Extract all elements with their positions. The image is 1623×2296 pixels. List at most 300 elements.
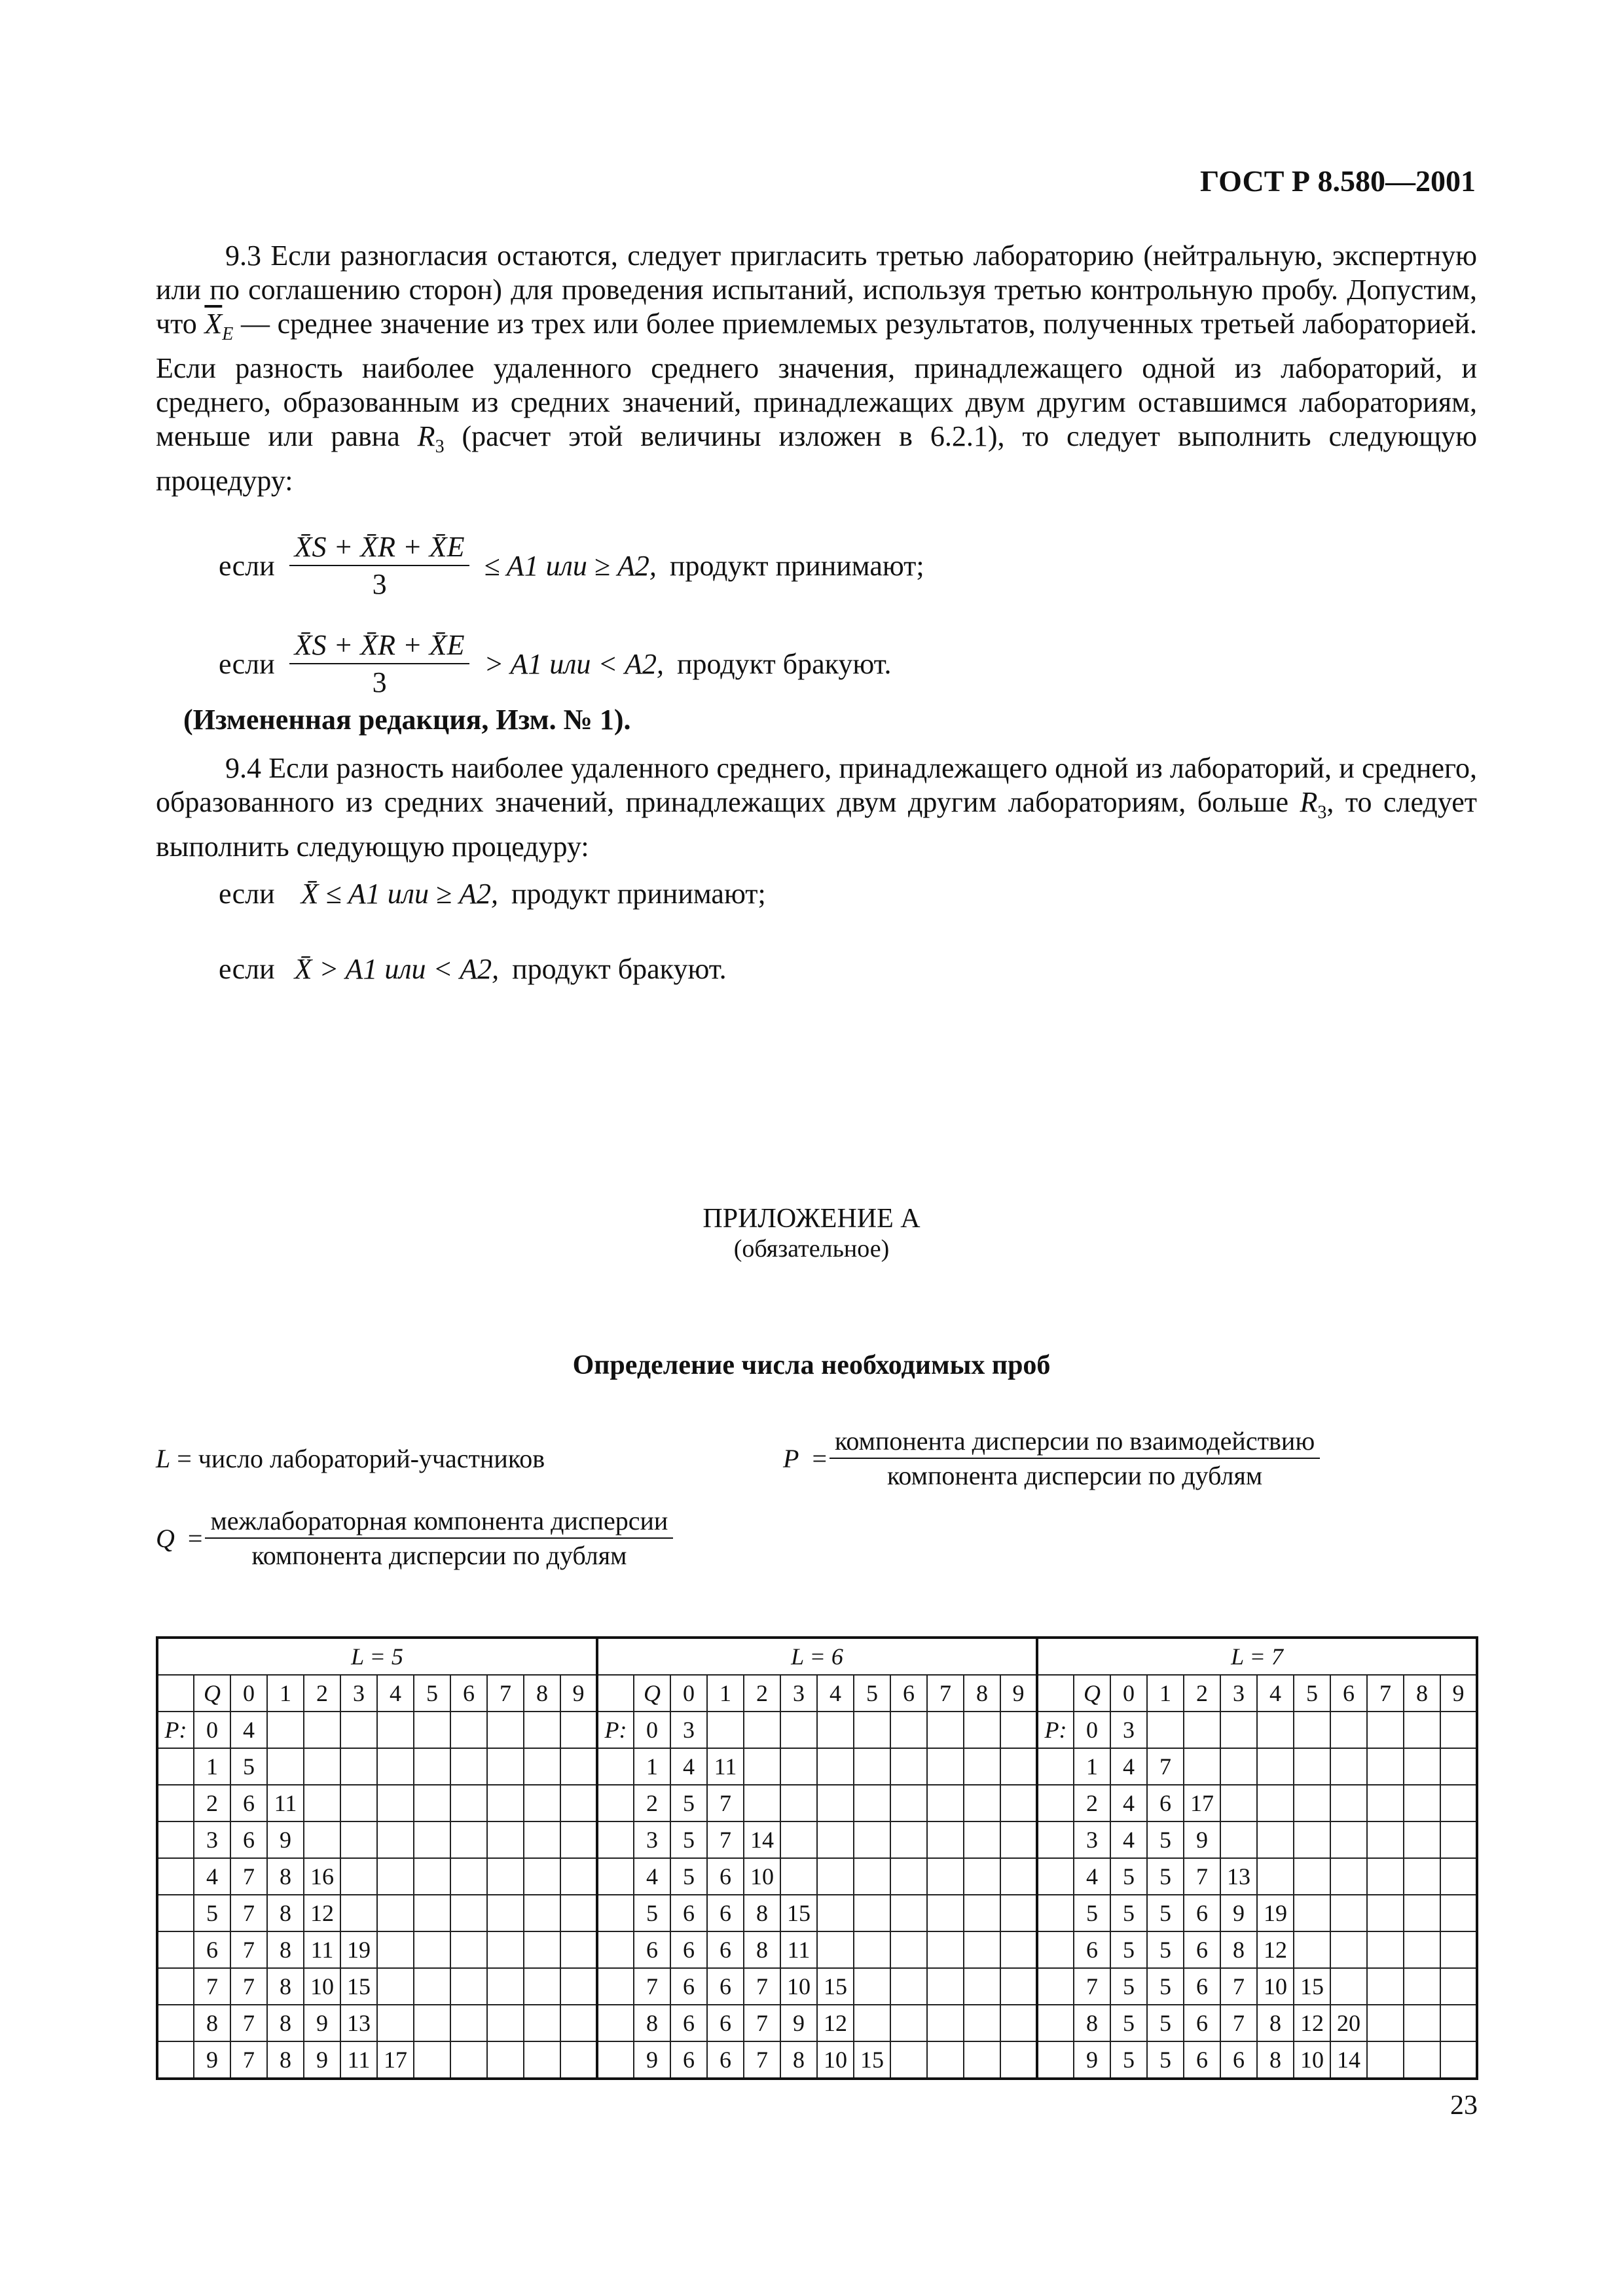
table-cell — [1184, 1748, 1220, 1785]
table-cell — [524, 1931, 560, 1968]
table-q-value: 2 — [304, 1675, 340, 1712]
symbol-x: $\overline{X}$ — [204, 308, 223, 340]
table-cell — [450, 1785, 487, 1821]
fraction-numerator: X̄S + X̄R + X̄E — [289, 628, 470, 664]
table-empty-cell — [157, 1675, 194, 1712]
table-cell — [524, 1748, 560, 1785]
table-p-value: 1 — [1074, 1748, 1110, 1785]
table-cell — [964, 1785, 1000, 1821]
table-q-value: 6 — [1330, 1675, 1367, 1712]
table-p-value: 4 — [194, 1858, 230, 1895]
table-cell — [560, 2005, 597, 2041]
table-cell — [487, 1858, 524, 1895]
table-cell — [927, 1785, 964, 1821]
table-cell: 7 — [230, 1858, 267, 1895]
table-p-value: 0 — [634, 1712, 670, 1748]
table-cell: 4 — [1110, 1785, 1147, 1821]
symbol-r-subscript: 3 — [435, 436, 445, 457]
table-cell: 8 — [1257, 2005, 1294, 2041]
table-cell — [450, 1968, 487, 2005]
table-cell: 4 — [670, 1748, 707, 1785]
table-cell: 8 — [780, 2041, 817, 2079]
table-p-value: 9 — [194, 2041, 230, 2079]
table-cell: 5 — [1110, 2041, 1147, 2079]
table-p-label — [1037, 2041, 1074, 2079]
formula-if: если — [219, 549, 275, 582]
table-cell: 5 — [1147, 1821, 1184, 1858]
table-cell — [487, 2005, 524, 2041]
formula-result: продукт бракуют. — [512, 953, 727, 985]
table-cell — [1330, 1931, 1367, 1968]
table-cell — [340, 1895, 377, 1931]
table-p-label — [1037, 1821, 1074, 1858]
table-p-value: 5 — [194, 1895, 230, 1931]
table-group-header: L = 5 — [157, 1638, 597, 1675]
table-cell — [1294, 1785, 1330, 1821]
table-cell — [487, 1712, 524, 1748]
formula-accept-1 — [219, 530, 924, 601]
table-p-value: 3 — [634, 1821, 670, 1858]
table-cell — [927, 1858, 964, 1895]
table-cell — [780, 1785, 817, 1821]
table-cell — [964, 1968, 1000, 2005]
table-cell — [450, 1821, 487, 1858]
table-cell: 6 — [670, 1895, 707, 1931]
table-cell — [1440, 2041, 1477, 2079]
table-p-value: 5 — [1074, 1895, 1110, 1931]
table-cell: 3 — [670, 1712, 707, 1748]
table-cell — [340, 1748, 377, 1785]
table-cell — [890, 1821, 927, 1858]
formula-reject-2 — [219, 952, 727, 986]
table-cell — [1000, 1748, 1037, 1785]
table-cell — [1367, 1968, 1404, 2005]
table-p-value: 6 — [1074, 1931, 1110, 1968]
table-cell — [487, 1931, 524, 1968]
table-cell — [1184, 1712, 1220, 1748]
table-cell: 5 — [1147, 1858, 1184, 1895]
table-cell — [487, 1785, 524, 1821]
table-cell — [1000, 1785, 1037, 1821]
table-cell — [304, 1712, 340, 1748]
formula-result: продукт принимают; — [511, 878, 766, 910]
fraction-denominator: компонента дисперсии по дублям — [887, 1461, 1263, 1490]
table-row — [157, 1858, 1477, 1895]
table-cell — [1000, 2041, 1037, 2079]
paragraph-9-4-text: 9.4 Если разность наиболее удаленного среднего, принадлежащего одной из лабораторий, и среднего, образованного из средних значений, принадлежащих двум другим лабораториям, больше — [156, 752, 1477, 818]
table-p-label: P: — [597, 1712, 634, 1748]
table-cell: 10 — [817, 2041, 854, 2079]
formula-if: если — [219, 878, 275, 910]
table-cell: 12 — [817, 2005, 854, 2041]
formula-expression: X̄ > A1 или < A2, — [294, 953, 500, 985]
table-cell — [1294, 1712, 1330, 1748]
table-cell — [854, 1748, 890, 1785]
table-p-value: 2 — [634, 1785, 670, 1821]
table-cell — [450, 1858, 487, 1895]
table-cell: 5 — [1147, 1968, 1184, 2005]
table-cell: 8 — [744, 1931, 780, 1968]
table-p-label — [157, 1931, 194, 1968]
table-cell: 5 — [1147, 1931, 1184, 1968]
table-q-value: 2 — [1184, 1675, 1220, 1712]
table-cell — [1220, 1821, 1257, 1858]
table-cell — [854, 1821, 890, 1858]
table-q-value: 3 — [340, 1675, 377, 1712]
table-cell: 9 — [1220, 1895, 1257, 1931]
page-number: 23 — [1450, 2090, 1478, 2121]
table-cell: 9 — [304, 2041, 340, 2079]
table-row — [157, 1895, 1477, 1931]
paragraph-9-3-lead: 9.3 Если разногласия остаются, следует пригласить третью лабораторию (нейтральную, экспертную или по соглашению сторон) для проведения испытаний, используя третью контрольную пробу. Допустим, что — [156, 240, 1477, 340]
table-cell: 7 — [230, 1968, 267, 2005]
table-cell: 6 — [670, 1931, 707, 1968]
table-cell — [1440, 1858, 1477, 1895]
paragraph-9-3-tail2: (расчет этой величины изложен в 6.2.1), то следует выполнить следующую процедуру: — [156, 420, 1477, 497]
table-cell: 8 — [1220, 1931, 1257, 1968]
table-cell — [1147, 1712, 1184, 1748]
table-cell — [927, 2005, 964, 2041]
table-cell: 8 — [267, 1895, 304, 1931]
table-cell: 9 — [780, 2005, 817, 2041]
table-cell: 9 — [267, 1821, 304, 1858]
table-cell: 19 — [1257, 1895, 1294, 1931]
table-cell: 5 — [1110, 1895, 1147, 1931]
paragraph-9-4 — [156, 751, 1477, 864]
table-cell — [817, 1712, 854, 1748]
table-cell — [450, 1748, 487, 1785]
table-q-label: Q — [194, 1675, 230, 1712]
table-cell — [560, 1712, 597, 1748]
table-cell — [817, 1785, 854, 1821]
table-cell — [340, 1785, 377, 1821]
table-p-value: 3 — [1074, 1821, 1110, 1858]
table-q-value: 0 — [670, 1675, 707, 1712]
formula-if: если — [219, 647, 275, 680]
table-cell — [1440, 2005, 1477, 2041]
table-cell — [1257, 1712, 1294, 1748]
table-cell — [524, 1785, 560, 1821]
table-cell — [414, 2041, 450, 2079]
table-cell: 8 — [744, 1895, 780, 1931]
table-cell — [450, 1895, 487, 1931]
table-cell — [1257, 1785, 1294, 1821]
table-cell: 6 — [230, 1785, 267, 1821]
table-cell — [1257, 1821, 1294, 1858]
table-row — [157, 1931, 1477, 1968]
table-cell: 16 — [304, 1858, 340, 1895]
table-cell: 5 — [1110, 1968, 1147, 2005]
table-p-value: 0 — [1074, 1712, 1110, 1748]
table-p-value: 9 — [1074, 2041, 1110, 2079]
formula-if: если — [219, 953, 275, 985]
table-cell — [1330, 1895, 1367, 1931]
table-cell — [964, 1931, 1000, 1968]
table-q-value: 2 — [744, 1675, 780, 1712]
fraction-denominator: 3 — [372, 568, 387, 600]
table-p-value: 2 — [1074, 1785, 1110, 1821]
table-p-value: 8 — [634, 2005, 670, 2041]
table-cell: 17 — [377, 2041, 414, 2079]
table-p-value: 7 — [194, 1968, 230, 2005]
table-cell: 4 — [1110, 1821, 1147, 1858]
table-cell: 7 — [1220, 1968, 1257, 2005]
table-p-label — [157, 1968, 194, 2005]
table-cell: 6 — [1184, 1895, 1220, 1931]
table-cell — [1440, 1785, 1477, 1821]
table-cell — [560, 1858, 597, 1895]
table-cell — [927, 1821, 964, 1858]
appendix-subtitle: (обязательное) — [733, 1235, 890, 1263]
table-cell — [377, 1968, 414, 2005]
table-cell — [964, 1712, 1000, 1748]
table-q-label: Q — [634, 1675, 670, 1712]
table-cell: 7 — [1184, 1858, 1220, 1895]
table-p-value: 1 — [194, 1748, 230, 1785]
formula-result: продукт принимают; — [669, 549, 924, 582]
table-group-header: L = 7 — [1037, 1638, 1477, 1675]
table-cell: 4 — [1110, 1748, 1147, 1785]
table-cell — [304, 1748, 340, 1785]
table-cell: 6 — [670, 1968, 707, 2005]
table-row — [157, 2005, 1477, 2041]
table-row — [157, 1968, 1477, 2005]
modification-note: (Измененная редакция, Изм. № 1). — [183, 704, 631, 736]
definition-symbol: L — [156, 1444, 171, 1473]
definition-q — [156, 1505, 687, 1571]
fraction-numerator: X̄S + X̄R + X̄E — [289, 530, 470, 566]
table-cell — [377, 1895, 414, 1931]
table-cell — [377, 1858, 414, 1895]
table-cell — [1294, 1858, 1330, 1895]
fraction-numerator: межлабораторная компонента дисперсии — [205, 1505, 673, 1539]
formula-expression: X̄ ≤ A1 или ≥ A2, — [301, 878, 498, 910]
table-cell — [817, 1931, 854, 1968]
table-cell: 6 — [1184, 2005, 1220, 2041]
paragraph-9-3-tail: — среднее значение из трех или более приемлемых результатов, полученных третьей лабораторией. Если разность наиболее удаленного среднего значения, принадлежащего одной из лабораторий, и среднего, образованным из средних значений, принадлежащих двум другим оставшимся лабораториям, меньше или равна — [156, 308, 1477, 452]
table-cell — [707, 1712, 744, 1748]
table-cell — [1367, 1858, 1404, 1895]
table-cell — [1367, 1821, 1404, 1858]
table-cell — [560, 2041, 597, 2079]
table-cell — [377, 1785, 414, 1821]
table-cell — [780, 1821, 817, 1858]
table-cell — [1330, 1858, 1367, 1895]
table-cell — [487, 1748, 524, 1785]
table-cell: 7 — [744, 1968, 780, 2005]
table-cell — [487, 1968, 524, 2005]
table-empty-cell — [597, 1675, 634, 1712]
fraction-denominator: компонента дисперсии по дублям — [251, 1541, 627, 1570]
table-row — [157, 2041, 1477, 2079]
table-cell: 4 — [230, 1712, 267, 1748]
table-cell — [964, 1895, 1000, 1931]
samples-table — [156, 1636, 1478, 2080]
table-q-value: 5 — [414, 1675, 450, 1712]
definition-eq: = — [187, 1523, 203, 1553]
table-cell: 6 — [707, 1931, 744, 1968]
table-cell — [524, 1712, 560, 1748]
table-cell: 15 — [817, 1968, 854, 2005]
table-cell — [1404, 1821, 1440, 1858]
table-cell — [1330, 1748, 1367, 1785]
table-cell — [304, 1821, 340, 1858]
table-cell — [560, 1931, 597, 1968]
table-p-label — [597, 1931, 634, 1968]
table-cell — [1220, 1712, 1257, 1748]
table-cell — [890, 2041, 927, 2079]
table-cell — [450, 1712, 487, 1748]
table-cell — [817, 1748, 854, 1785]
table-p-label — [157, 2005, 194, 2041]
table-cell — [1257, 1748, 1294, 1785]
table-q-value: 1 — [707, 1675, 744, 1712]
table-cell: 7 — [744, 2041, 780, 2079]
table-q-value: 3 — [1220, 1675, 1257, 1712]
table-p-label — [597, 1895, 634, 1931]
table-cell — [524, 1858, 560, 1895]
formula-fraction — [289, 628, 470, 699]
formula-accept-2 — [219, 877, 766, 910]
table-p-label — [157, 1785, 194, 1821]
section-title: Определение числа необходимых проб — [572, 1350, 1051, 1380]
table-cell — [1367, 2005, 1404, 2041]
table-cell — [927, 1748, 964, 1785]
table-cell — [1367, 2041, 1404, 2079]
table-cell — [927, 1895, 964, 1931]
table-cell: 9 — [304, 2005, 340, 2041]
table-cell — [890, 1931, 927, 1968]
table-row — [157, 1785, 1477, 1821]
table-cell — [854, 1858, 890, 1895]
definition-symbol: Q — [156, 1523, 175, 1553]
table-p-label — [597, 2041, 634, 2079]
table-cell: 3 — [1110, 1712, 1147, 1748]
table-p-label — [1037, 1968, 1074, 2005]
table-cell — [817, 1895, 854, 1931]
table-p-value: 7 — [634, 1968, 670, 2005]
table-cell — [1404, 1785, 1440, 1821]
table-cell — [1404, 1748, 1440, 1785]
table-cell — [890, 1895, 927, 1931]
table-cell: 6 — [230, 1821, 267, 1858]
table-cell: 7 — [1147, 1748, 1184, 1785]
table-cell — [1440, 1895, 1477, 1931]
document-id: ГОСТ Р 8.580—2001 — [1200, 164, 1476, 198]
table-cell — [414, 1785, 450, 1821]
table-p-label — [597, 1968, 634, 2005]
table-cell: 6 — [1184, 1968, 1220, 2005]
table-p-label — [597, 1821, 634, 1858]
table-cell — [890, 1968, 927, 2005]
table-p-value: 0 — [194, 1712, 230, 1748]
table-p-label — [1037, 1858, 1074, 1895]
table-cell — [964, 1748, 1000, 1785]
fraction-numerator: компонента дисперсии по взаимодействию — [830, 1426, 1320, 1459]
table-cell — [524, 1968, 560, 2005]
table-cell: 7 — [707, 1785, 744, 1821]
table-group-header: L = 6 — [597, 1638, 1037, 1675]
table-cell: 12 — [304, 1895, 340, 1931]
table-p-label — [1037, 1748, 1074, 1785]
definition-p — [783, 1426, 1334, 1491]
table-cell — [927, 2041, 964, 2079]
table-cell — [744, 1748, 780, 1785]
table-cell: 7 — [744, 2005, 780, 2041]
table-cell: 10 — [744, 1858, 780, 1895]
table-cell — [964, 1858, 1000, 1895]
table-p-label — [1037, 2005, 1074, 2041]
table-cell: 6 — [707, 1858, 744, 1895]
table-cell — [927, 1931, 964, 1968]
table-p-label — [157, 1858, 194, 1895]
table-q-value: 9 — [560, 1675, 597, 1712]
table-cell — [854, 1968, 890, 2005]
table-p-value: 3 — [194, 1821, 230, 1858]
table-cell — [340, 1858, 377, 1895]
table-cell — [1440, 1712, 1477, 1748]
table-cell: 6 — [1220, 2041, 1257, 2079]
table-cell: 14 — [1330, 2041, 1367, 2079]
table-cell: 8 — [267, 2005, 304, 2041]
table-cell — [817, 1821, 854, 1858]
table-cell — [1000, 1712, 1037, 1748]
table-cell — [1330, 1785, 1367, 1821]
table-cell — [854, 1785, 890, 1821]
table-cell: 10 — [1294, 2041, 1330, 2079]
table-cell: 7 — [707, 1821, 744, 1858]
table-p-value: 8 — [1074, 2005, 1110, 2041]
table-cell — [927, 1712, 964, 1748]
table-cell — [1220, 1748, 1257, 1785]
table-cell — [560, 1895, 597, 1931]
table-cell — [1404, 2041, 1440, 2079]
table-cell — [964, 2005, 1000, 2041]
table-p-label — [597, 2005, 634, 2041]
table-cell: 20 — [1330, 2005, 1367, 2041]
table-q-value: 4 — [817, 1675, 854, 1712]
table-cell — [487, 2041, 524, 2079]
table-cell — [377, 1931, 414, 1968]
table-cell: 12 — [1294, 2005, 1330, 2041]
table-p-value: 4 — [1074, 1858, 1110, 1895]
table-group-header-row — [157, 1638, 1477, 1675]
table-p-label — [597, 1785, 634, 1821]
definition-l — [156, 1443, 545, 1474]
table-cell — [1000, 1821, 1037, 1858]
table-p-label — [597, 1858, 634, 1895]
table-cell: 6 — [670, 2005, 707, 2041]
table-q-value: 7 — [1367, 1675, 1404, 1712]
table-cell — [377, 1821, 414, 1858]
table-cell: 8 — [1257, 2041, 1294, 2079]
table-cell — [414, 2005, 450, 2041]
table-q-value: 5 — [854, 1675, 890, 1712]
table-q-value: 8 — [1404, 1675, 1440, 1712]
table-cell — [890, 1858, 927, 1895]
formula-condition: > A1 или < A2, — [484, 647, 664, 680]
table-cell — [560, 1821, 597, 1858]
table-cell — [1367, 1712, 1404, 1748]
table-cell: 5 — [1147, 2041, 1184, 2079]
table-cell — [890, 2005, 927, 2041]
table-p-value: 1 — [634, 1748, 670, 1785]
table-cell: 7 — [230, 2005, 267, 2041]
table-cell — [524, 2041, 560, 2079]
table-cell: 6 — [670, 2041, 707, 2079]
table-q-value: 0 — [230, 1675, 267, 1712]
table-cell — [854, 1931, 890, 1968]
